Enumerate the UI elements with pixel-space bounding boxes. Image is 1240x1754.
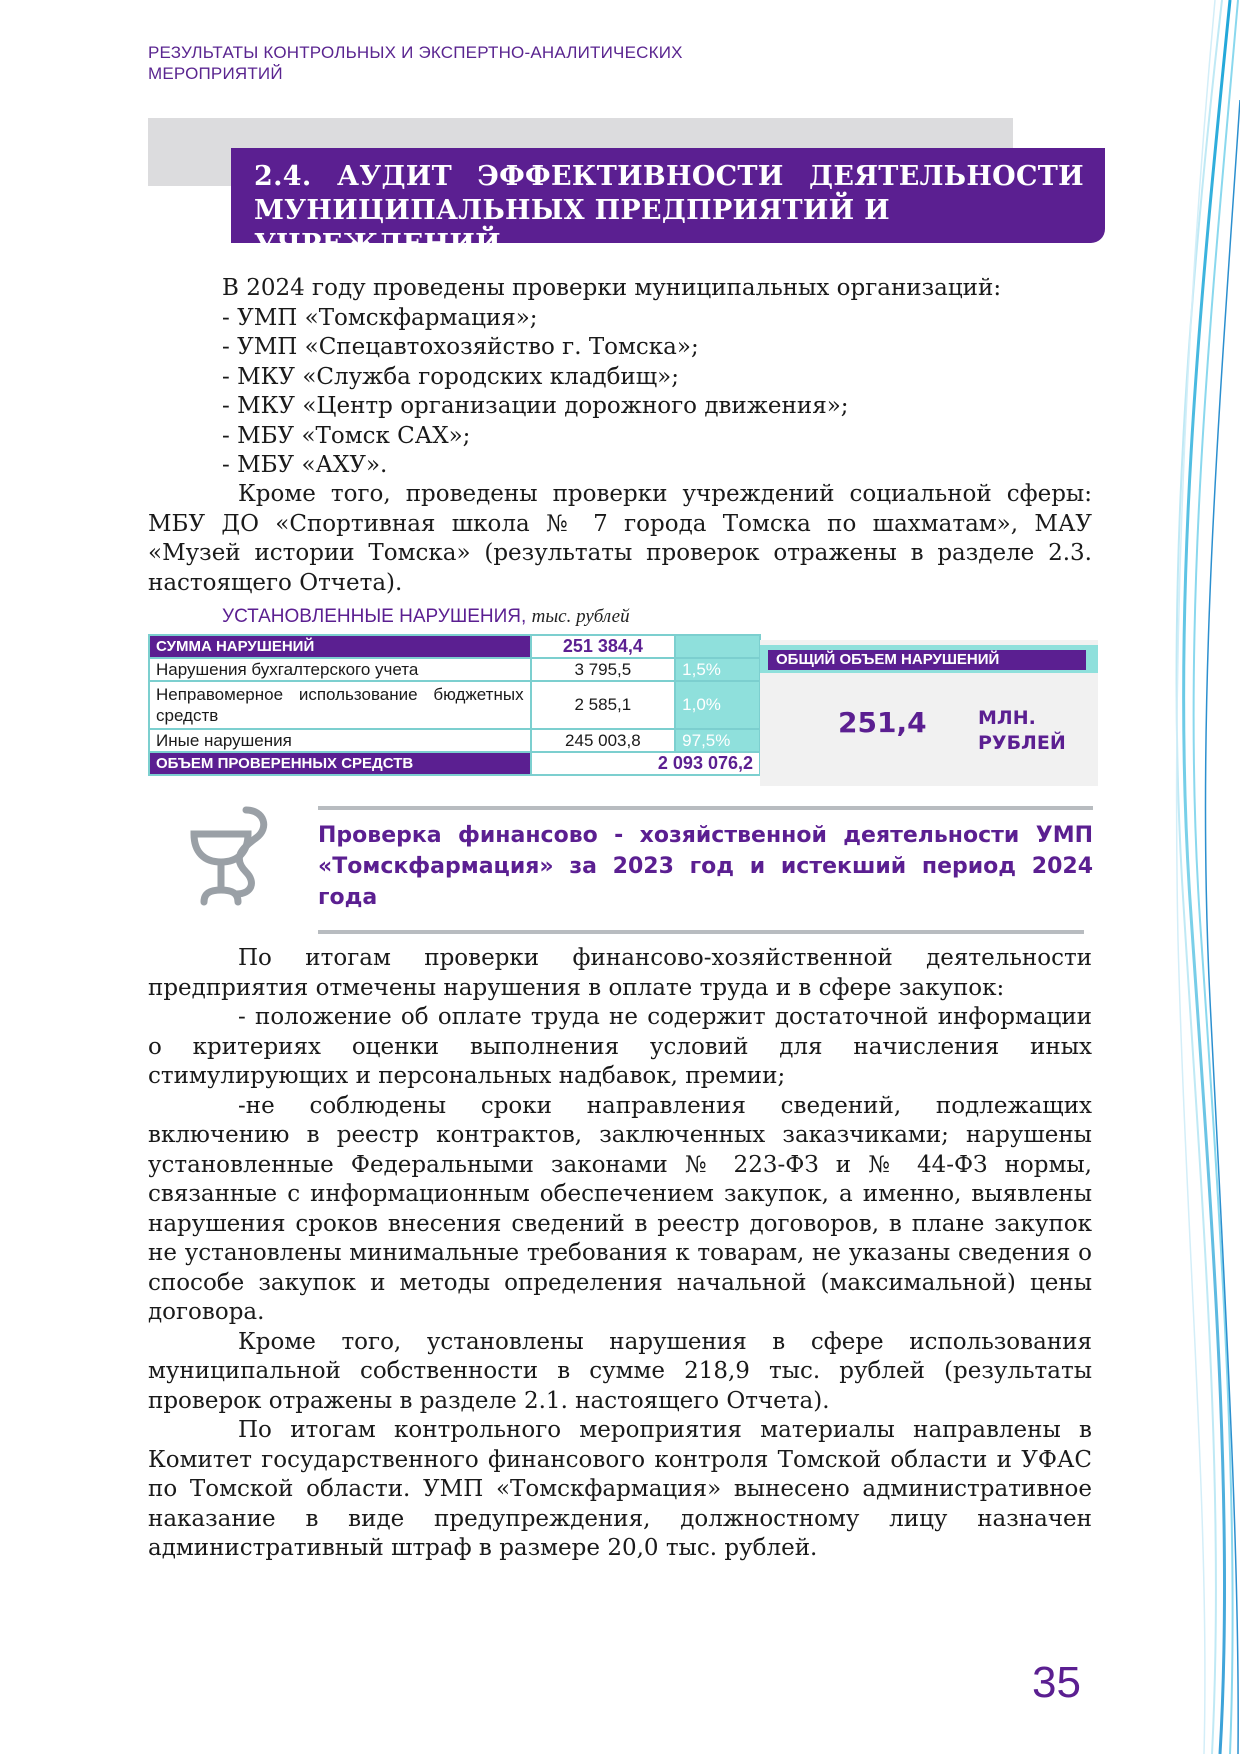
intro-lead: В 2024 году проведены проверки муниципальных организаций: (222, 275, 1002, 301)
section-title (254, 160, 1084, 262)
row-value: 2 585,1 (531, 681, 676, 729)
table-row (149, 729, 760, 752)
checked-label: ОБЪЕМ ПРОВЕРЕННЫХ СРЕДСТВ (149, 752, 531, 775)
intro-list (222, 274, 1092, 481)
pct-cell-empty (675, 635, 760, 658)
row-value: 3 795,5 (531, 658, 676, 681)
pharmacy-bowl-icon (186, 802, 276, 912)
section-title-word: ЭФФЕКТИВНОСТИ (477, 161, 784, 192)
paragraph: По итогам проверки финансово-хозяйственной деятельности предприятия отмечены нарушения в оплате труда и в сфере закупок: (148, 945, 1092, 1001)
row-pct: 97,5% (675, 729, 760, 752)
table-caption-title: УСТАНОВЛЕННЫЕ НАРУШЕНИЯ, (222, 606, 527, 627)
body-text (148, 944, 1092, 1564)
sum-value: 251 384,4 (531, 635, 676, 658)
row-name-text: Неправомерное использование бюджетных средств (156, 685, 524, 725)
table-row (149, 752, 760, 775)
row-name: Иные нарушения (149, 729, 531, 752)
row-value: 245 003,8 (531, 729, 676, 752)
table-row (149, 658, 760, 681)
intro-extra-paragraph: Кроме того, проведены проверки учреждений социальной сферы: МБУ ДО «Спортивная школа № 7 города Томска по шахматам», МАУ «Музей истории Томска» (результаты проверок отражены в разделе 2.3. настоящего Отчета). (148, 481, 1092, 596)
row-name (149, 681, 531, 729)
total-unit (978, 706, 1066, 756)
table-caption-unit: тыс. рублей (531, 606, 630, 627)
table-caption (222, 606, 630, 628)
row-pct: 1,0% (675, 681, 760, 729)
section-title-word: 2.4. (254, 161, 312, 192)
section-title-word: ДЕЯТЕЛЬНОСТИ (809, 161, 1084, 192)
running-header-line1: РЕЗУЛЬТАТЫ КОНТРОЛЬНЫХ И ЭКСПЕРТНО-АНАЛИТИЧЕСКИХ (148, 43, 683, 62)
table-row (149, 681, 760, 729)
section-title-word: АУДИТ (336, 161, 452, 192)
subsection-top-rule (318, 806, 1093, 810)
paragraph: -не соблюдены сроки направления сведений, подлежащих включению в реестр контрактов, заключенных заказчиками; нарушены установленные Федеральными законами № 223-ФЗ и № 44-ФЗ нормы, связанные с информационным обеспечением закупок, а именно, выявлены нарушения сроков внесения сведений в реестр договоров, в плане закупок не установлены минимальные требования к товарам, не указаны сведения о способе закупок и методы определения начальной (максимальной) цены договора. (148, 1092, 1092, 1325)
table-row (149, 635, 760, 658)
list-item: - УМП «Спецавтохозяйство г. Томска»; (222, 334, 699, 360)
decorative-waves (1160, 0, 1240, 1754)
list-item: - МБУ «Томск САХ»; (222, 422, 471, 449)
violations-table (148, 634, 761, 776)
page-number: 35 (1032, 1658, 1081, 1707)
running-header (148, 42, 683, 84)
list-item: - МКУ «Служба городских кладбищ»; (222, 363, 679, 390)
checked-value: 2 093 076,2 (531, 752, 760, 775)
total-unit-line2: РУБЛЕЙ (978, 732, 1066, 754)
running-header-line2: МЕРОПРИЯТИЙ (148, 64, 283, 83)
section-title-line2: МУНИЦИПАЛЬНЫХ ПРЕДПРИЯТИЙ И УЧРЕЖДЕНИЙ (254, 195, 890, 260)
paragraph: Кроме того, установлены нарушения в сфере использования муниципальной собственности в сумме 218,9 тыс. рублей (результаты проверок отражены в разделе 2.1. настоящего Отчета). (148, 1328, 1092, 1414)
sum-label: СУММА НАРУШЕНИЙ (149, 635, 531, 658)
row-pct: 1,5% (675, 658, 760, 681)
total-label: ОБЩИЙ ОБЪЕМ НАРУШЕНИЙ (776, 651, 1000, 668)
subsection-bottom-rule (318, 930, 1084, 934)
subsection-title: Проверка финансово - хозяйственной деятельности УМП «Томскфармация» за 2023 год и истекший период 2024 года (318, 823, 1093, 910)
paragraph: - положение об оплате труда не содержит достаточной информации о критериях оценки выполнения условий для начисления иных стимулирующих и персональных надбавок, премии; (148, 1004, 1092, 1089)
paragraph: По итогам контрольного мероприятия материалы направлены в Комитет государственного финансового контроля Томской области и УФАС по Томской области. УМП «Томскфармация» вынесено административное наказание в виде предупреждения, должностному лицу назначен административный штраф в размере 20,0 тыс. рублей. (148, 1417, 1092, 1561)
list-item: - УМП «Томскфармация»; (222, 304, 538, 331)
list-item: - МБУ «АХУ». (222, 452, 388, 478)
row-name: Нарушения бухгалтерского учета (149, 658, 531, 681)
total-unit-line1: МЛН. (978, 707, 1036, 729)
list-item: - МКУ «Центр организации дорожного движения»; (222, 393, 849, 419)
total-value: 251,4 (838, 706, 927, 739)
